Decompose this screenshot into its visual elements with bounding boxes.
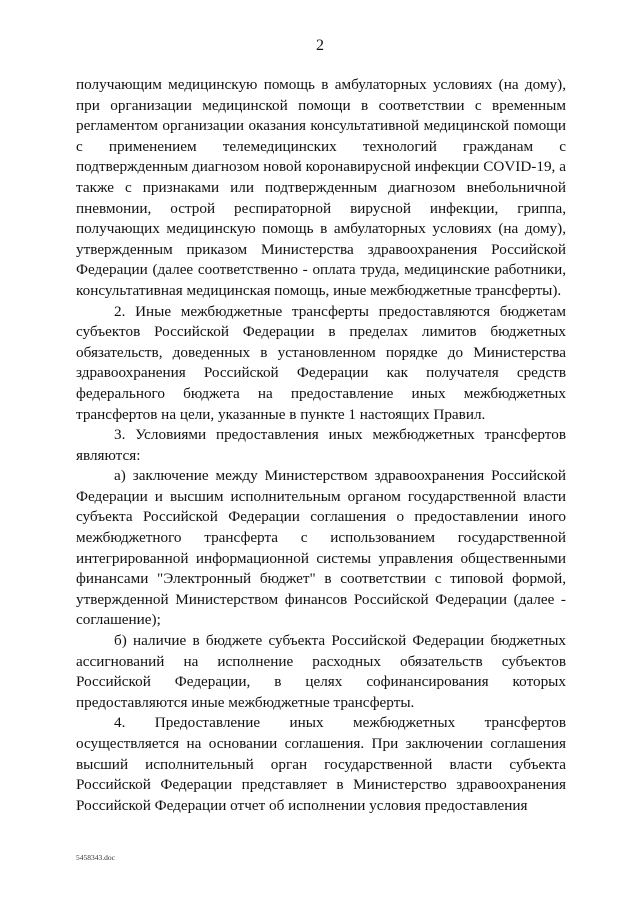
- paragraph-3a: а) заключение между Министерством здравоохранения Российской Федерации и высшим исполнительным органом государственной власти субъекта Российской Федерации соглашения о предоставлении иного межбюджетного трансферта с использованием государственной интегрированной информационной системы управления общественными финансами "Электронный бюджет" в соответствии с типовой формой, утвержденной Министерством финансов Российской Федерации (далее - соглашение);: [76, 467, 566, 629]
- paragraph-3: 3. Условиями предоставления иных межбюджетных трансфертов являются:: [76, 426, 566, 464]
- paragraph-1-continuation: получающим медицинскую помощь в амбулаторных условиях (на дому), при организации медицинской помощи в соответствии с временным регламентом организации оказания консультативной медицинской помощи с применением телемедицинских технологий гражданам с подтвержденным диагнозом новой коронавирусной инфекции COVID-19, а также с признаками или подтвержденным диагнозом внебольничной пневмонии, острой респираторной вирусной инфекции, гриппа, получающих медицинскую помощь в амбулаторных условиях (на дому), утвержденным приказом Министерства здравоохранения Российской Федерации (далее соответственно - оплата труда, медицинские работники, консультативная медицинская помощь, иные межбюджетные трансферты).: [76, 76, 566, 299]
- paragraph-4: 4. Предоставление иных межбюджетных трансфертов осуществляется на основании соглашения. При заключении соглашения высший исполнительный орган государственной власти субъекта Российской Федерации представляет в Министерство здравоохранения Российской Федерации отчет об исполнении условия предоставления: [76, 714, 566, 814]
- page-number: 2: [316, 37, 324, 54]
- document-file-id: 5458343.doc: [76, 853, 115, 862]
- document-body: [76, 75, 566, 816]
- paragraph-3b: б) наличие в бюджете субъекта Российской Федерации бюджетных ассигнований на исполнение расходных обязательств субъектов Российской Федерации, в целях софинансирования которых предоставляются иные межбюджетные трансферты.: [76, 632, 566, 711]
- paragraph-2: 2. Иные межбюджетные трансферты предоставляются бюджетам субъектов Российской Федерации в пределах лимитов бюджетных обязательств, доведенных в установленном порядке до Министерства здравоохранения Российской Федерации как получателя средств федерального бюджета на предоставление иных межбюджетных трансфертов на цели, указанные в пункте 1 настоящих Правил.: [76, 302, 566, 423]
